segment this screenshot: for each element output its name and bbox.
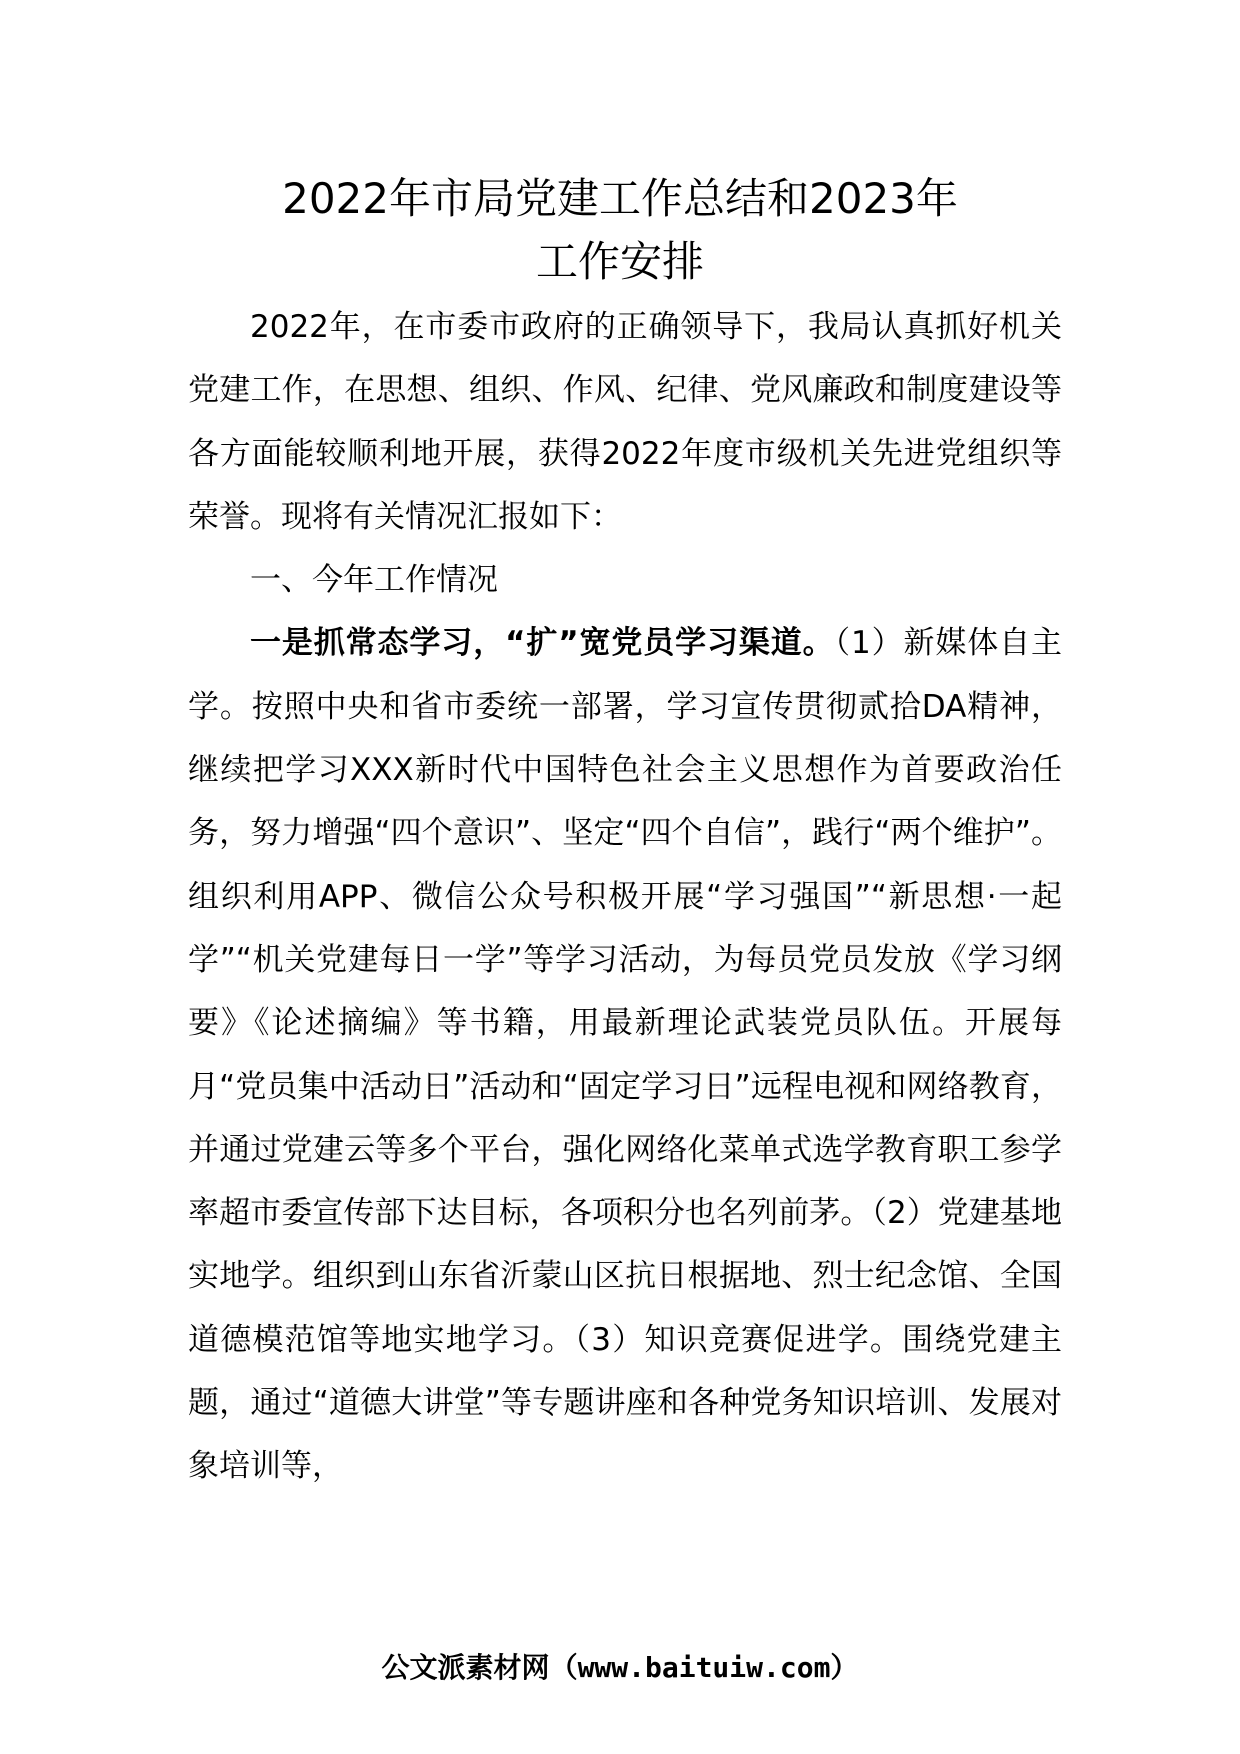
section1-text: （1）新媒体自主学。按照中央和省市委统一部署，学习宣传贯彻贰拾DA精神，继续把学习XXX新时代中国特色社会主义思想作为首要政治任务，努力增强“四个意识”、坚定“四个自信”，践行“两个维护”。组织利用APP、微信公众号积极开展“学习强国”“新思想·一起学”“机关党建每日一学”等学习活动，为每员党员发放《学习纲要》《论述摘编》等书籍，用最新理论武装党员队伍。开展每月“党员集中活动日”活动和“固定学习日”远程电视和网络教育，并通过党建云等多个平台，强化网络化菜单式选学教育职工参学率超市委宣传部下达目标，各项积分也名列前茅。（2）党建基地实地学。组织到山东省沂蒙山区抗日根据地、烈士纪念馆、全国道德模范馆等地实地学习。（3）知识竞赛促进学。围绕党建主题，通过“道德大讲堂”等专题讲座和各种党务知识培训、发展对象培训等， <box>188 625 1062 1485</box>
document-title-line-2: 工作安排 <box>535 237 704 286</box>
section1-paragraph <box>188 612 1062 1498</box>
section1-lead: 一是抓常态学习，“扩”宽党员学习渠道。 <box>250 625 835 662</box>
section-heading: 一、今年工作情况 <box>250 562 498 599</box>
footer-site-name: 公文派素材网 <box>381 1651 550 1684</box>
document-body <box>188 296 1062 1499</box>
footer-url: （www.baituiw.com） <box>549 1651 859 1684</box>
watermark-footer <box>0 1648 1240 1688</box>
document-title-line-1: 2022年市局党建工作总结和2023年 <box>282 174 958 223</box>
intro-paragraph: 2022年，在市委市政府的正确领导下，我局认真抓好机关党建工作，在思想、组织、作风、纪律、党风廉政和制度建设等各方面能较顺利地开展，获得2022年度市级机关先进党组织等荣誉。现将有关情况汇报如下： <box>188 309 1062 535</box>
